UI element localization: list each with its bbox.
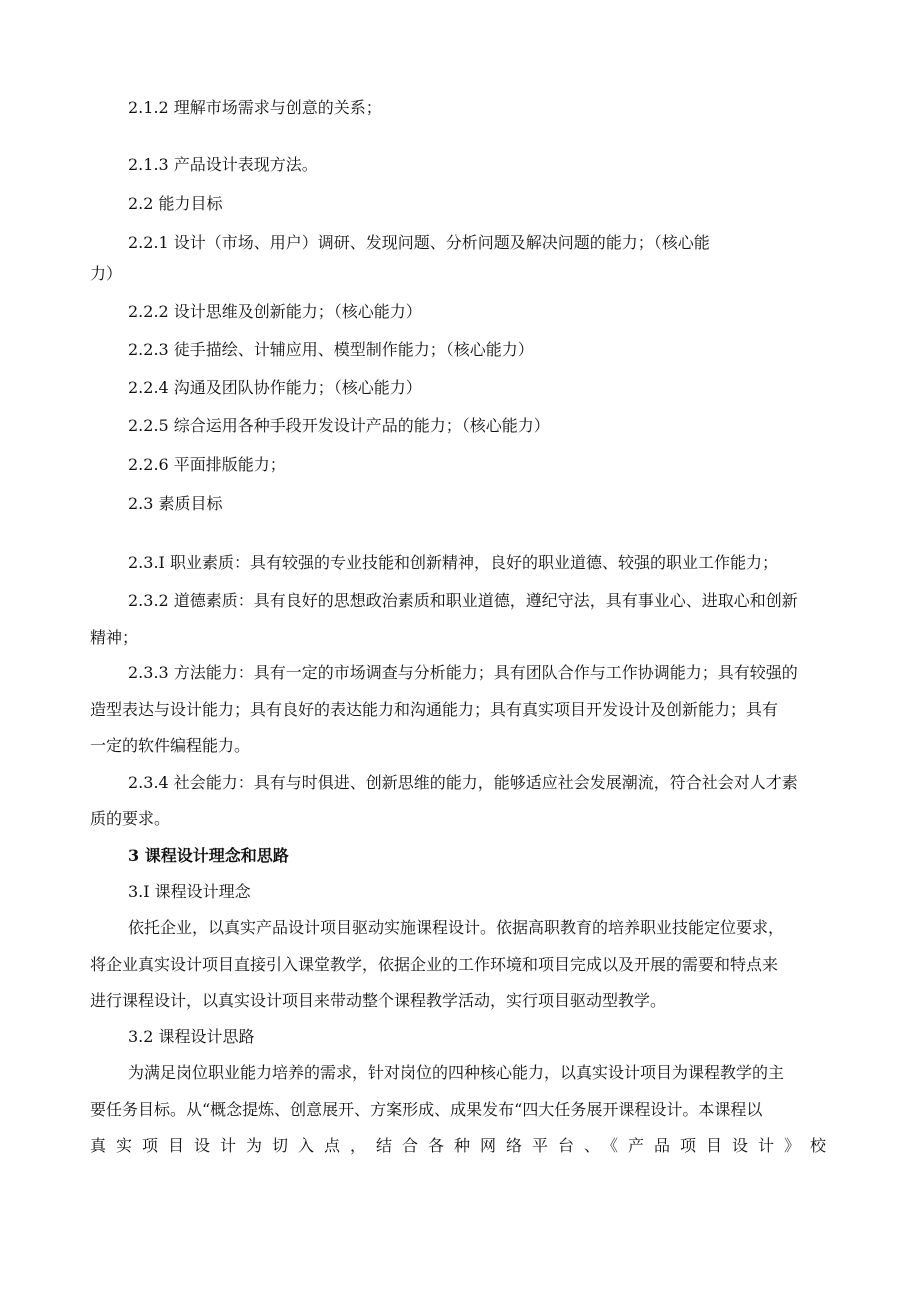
text-line-2-3-4: 2.3.4 社会能力：具有与时俱进、创新思维的能力，能够适应社会发展潮流，符合社会对人才素 — [128, 773, 798, 792]
paragraph-3-1-line-3: 进行课程设计，以真实设计项目来带动整个课程教学活动，实行项目驱动型教学。 — [90, 991, 667, 1010]
text-line-2-3-3-cont-1: 造型表达与设计能力；具有良好的表达能力和沟通能力；具有真实项目开发设计及创新能力；具有 — [90, 700, 779, 719]
section-heading-2-3: 2.3 素质目标 — [128, 494, 223, 513]
paragraph-3-1-line-1: 依托企业，以真实产品设计项目驱动实施课程设计。依据高职教育的培养职业技能定位要求， — [128, 918, 785, 937]
text-line-2-2-1-cont: 力） — [90, 264, 123, 283]
text-line-2-3-1: 2.3.I 职业素质：具有较强的专业技能和创新精神，良好的职业道德、较强的职业工作能力； — [128, 553, 778, 572]
text-line-2-3-3: 2.3.3 方法能力：具有一定的市场调查与分析能力；具有团队合作与工作协调能力；具有较强的 — [128, 663, 798, 682]
section-heading-3-1: 3.I 课程设计理念 — [128, 882, 251, 901]
text-line-2-2-1: 2.2.1 设计（市场、用户）调研、发现问题、分析问题及解决问题的能力；（核心能 — [128, 233, 710, 252]
text-line-2-1-3: 2.1.3 产品设计表现方法。 — [128, 155, 318, 174]
text-line-2-2-6: 2.2.6 平面排版能力； — [128, 455, 286, 474]
text-line-2-2-3: 2.2.3 徒手描绘、计辅应用、模型制作能力；（核心能力） — [128, 340, 534, 359]
text-line-2-3-2-cont: 精神； — [90, 628, 139, 647]
paragraph-3-2-line-2: 要任务目标。从“概念提炼、创意展开、方案形成、成果发布“四大任务展开课程设计。本课程以 — [90, 1100, 763, 1119]
text-line-2-2-4: 2.2.4 沟通及团队协作能力；（核心能力） — [128, 378, 422, 397]
paragraph-3-2-line-1: 为满足岗位职业能力培养的需求，针对岗位的四种核心能力，以真实设计项目为课程教学的主 — [128, 1063, 785, 1082]
text-line-2-3-3-cont-2: 一定的软件编程能力。 — [90, 736, 251, 755]
text-line-2-3-2: 2.3.2 道德素质：具有良好的思想政治素质和职业道德，遵纪守法，具有事业心、进取心和创新 — [128, 591, 798, 610]
text-line-2-2-5: 2.2.5 综合运用各种手段开发设计产品的能力；（核心能力） — [128, 416, 550, 435]
section-heading-3: 3 课程设计理念和思路 — [128, 846, 289, 865]
text-line-2-3-4-cont: 质的要求。 — [90, 809, 171, 828]
paragraph-3-1-line-2: 将企业真实设计项目直接引入课堂教学，依据企业的工作环境和项目完成以及开展的需要和特点来 — [90, 955, 779, 974]
section-heading-2-2: 2.2 能力目标 — [128, 194, 223, 213]
text-line-2-1-2: 2.1.2 理解市场需求与创意的关系； — [128, 98, 382, 117]
text-line-2-2-2: 2.2.2 设计思维及创新能力；（核心能力） — [128, 302, 422, 321]
section-heading-3-2: 3.2 课程设计思路 — [128, 1027, 255, 1046]
paragraph-3-2-line-3: 真实项目设计为切入点，结合各种网络平台、《产品项目设计》校 — [90, 1136, 826, 1155]
